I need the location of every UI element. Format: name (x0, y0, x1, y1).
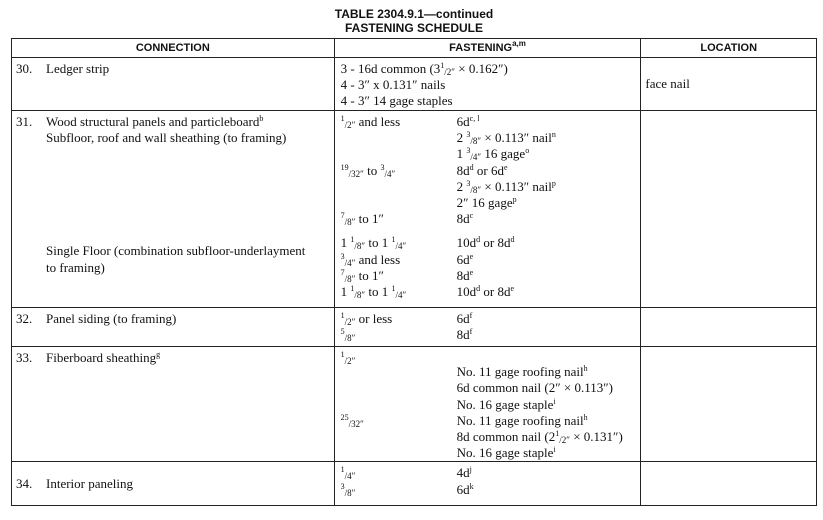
location-cell: face nail (641, 58, 817, 111)
fastening-cell: 3 - 16d common $(3^1_{/2''} \times 0.162'')$ 4 - 3″ x 0.131″ nails 4 - 3″ 14 gage staples (334, 58, 641, 111)
table-row (12, 308, 817, 347)
table-row (12, 462, 817, 506)
location-cell (641, 462, 817, 506)
connection-cell: 34. Interior paneling (12, 462, 335, 506)
header-fastening: FASTENING$^{a,m}$ (334, 39, 641, 58)
location-cell (641, 347, 817, 462)
fastening-cell: $^1_{/2''}$ and less $6d^{c, l}$ 2 $^3_{/8''}$ × 0.113″ nail$^n$ 1 $^3_{/4''}$ 16 gage$^o$ $^{19}_{/32''}$ to $^3_{/4''}$ $8d^d$ or $6d^e$ 2 $^3_{/8''}$ × 0.113″ nail$^p$ 2″ 16 gage$^p$ $^7_{/8''}$ to 1″ $8d^c$ 1 $^1_{/8''}$ to 1 $^1_{/4''}$ $10d^d$ or $8d^d$ $^3_{/4''}$ and less $6d^e$ $^7_{/8''}$ to 1″ $8d^e$ 1 $^1_{/8''}$ to 1 $^1_{/4''}$ $10d^d$ or $8d^e$ (334, 111, 641, 308)
location-cell (641, 308, 817, 347)
header-connection: CONNECTION (12, 39, 335, 58)
table-row (12, 111, 817, 308)
header-row (12, 39, 817, 58)
table-row (12, 58, 817, 111)
table-row (12, 347, 817, 462)
connection-cell: 31. Wood structural panels and particleboard$^b$ Subfloor, roof and wall sheathing (to framing) Single Floor (combination subfloor-underlayment to framing) (12, 111, 335, 308)
fastening-cell: $^1_{/2''}$ or less $6d^f$ $^5_{/8''}$ $8d^f$ (334, 308, 641, 347)
connection-cell: 33. Fiberboard sheathing$^g$ (12, 347, 335, 462)
location-cell (641, 111, 817, 308)
fastening-schedule-table (11, 38, 817, 506)
fastening-cell: $^1_{/4''}$ $4d^j$ $^3_{/8''}$ $6d^k$ (334, 462, 641, 506)
header-location: LOCATION (641, 39, 817, 58)
connection-cell: 32. Panel siding (to framing) (12, 308, 335, 347)
table-subtitle: FASTENING SCHEDULE (344, 21, 483, 35)
table-title: TABLE 2304.9.1—continued (334, 7, 494, 21)
fastening-cell: $^1_{/2''}$ No. 11 gage roofing nail$^h$ 6d common nail (2″ × 0.113″) No. 16 gage staple$^i$ $^{25}_{/32''}$ No. 11 gage roofing nail$^h$ 8d common nail $(2^1_{/2''} \times 0.131'')$ No. 16 gage staple$^i$ (334, 347, 641, 462)
connection-cell: 30. Ledger strip (12, 58, 335, 111)
